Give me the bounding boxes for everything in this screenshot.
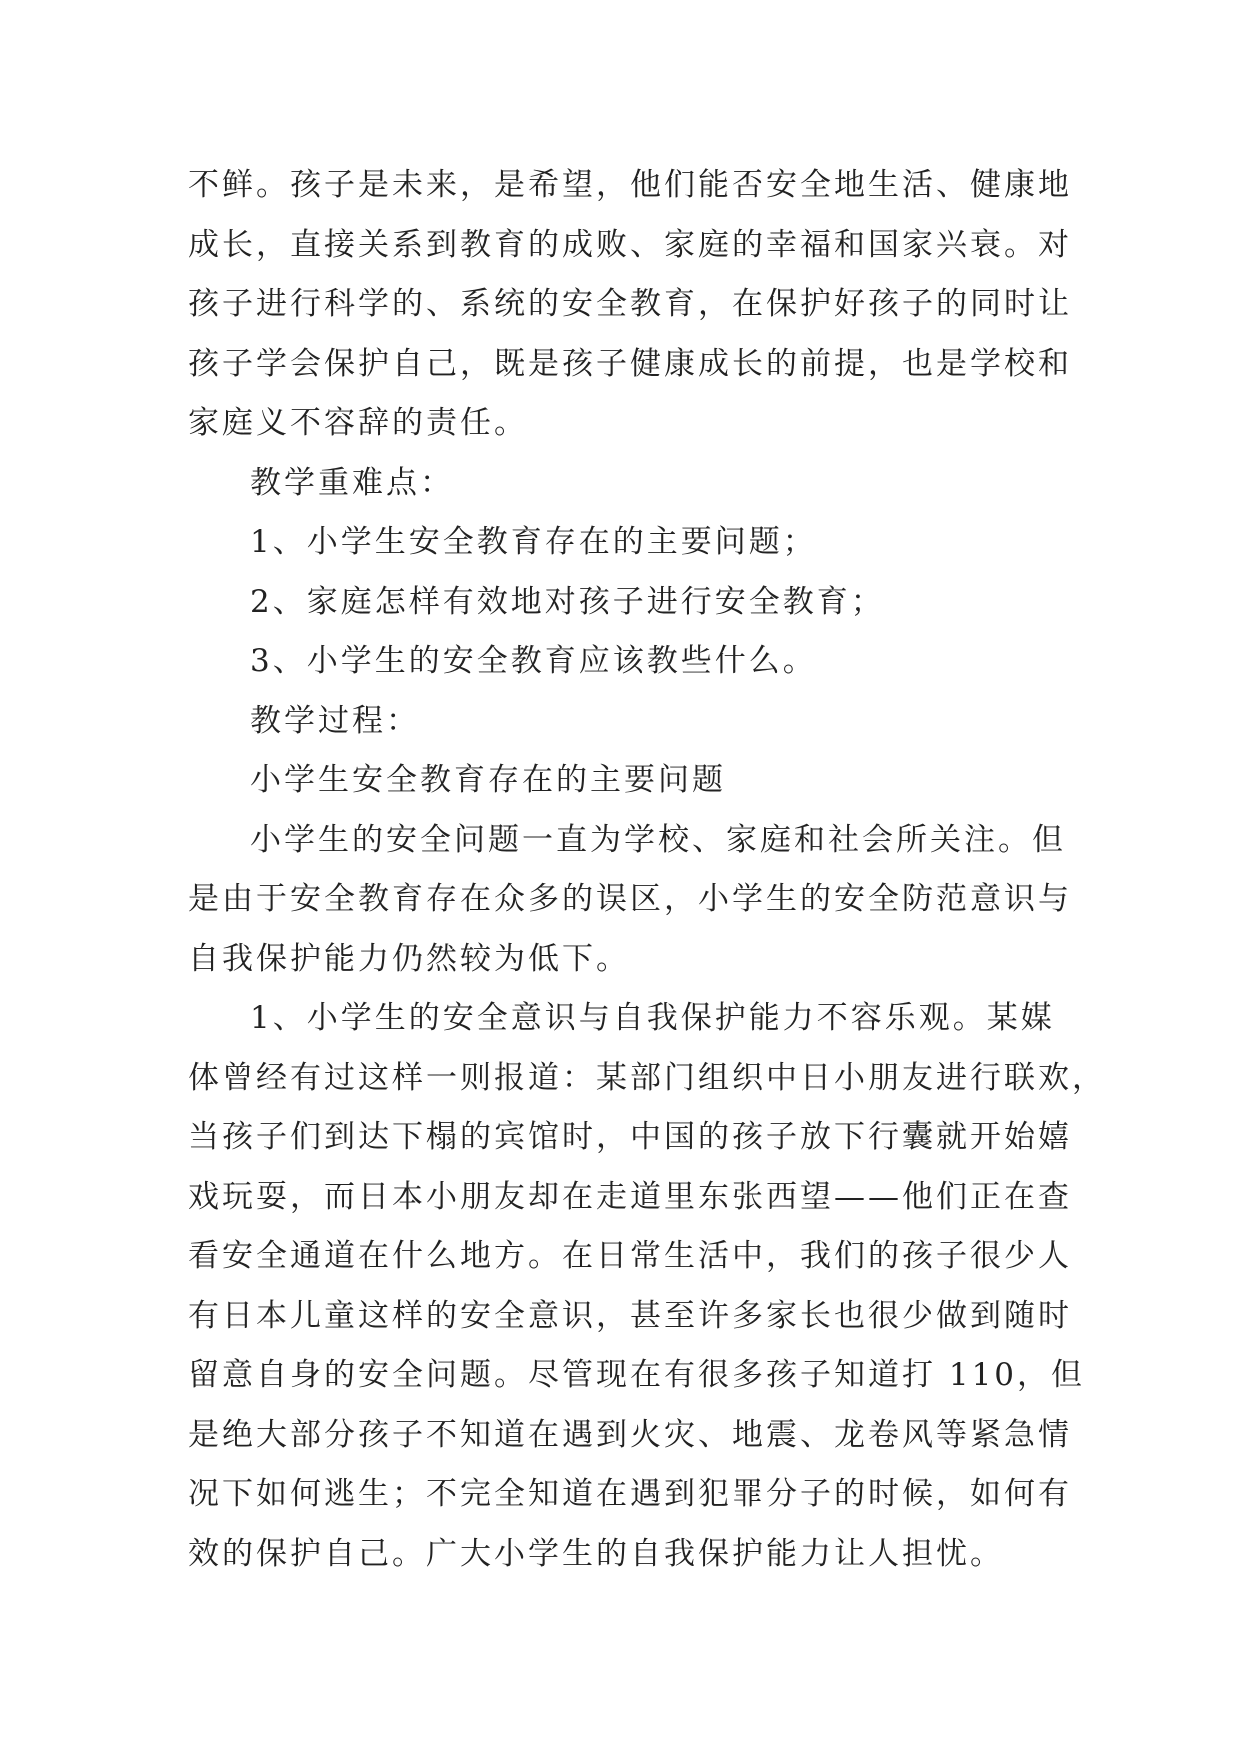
text-line: 留意自身的安全问题。尽管现在有很多孩子知道打 110，但 <box>188 1357 1086 1393</box>
text-line: 1、小学生的安全意识与自我保护能力不容乐观。某媒 <box>250 1000 1055 1036</box>
text-line: 体曾经有过这样一则报道：某部门组织中日小朋友进行联欢， <box>188 1059 1106 1096</box>
section-heading: 教学过程： <box>250 702 420 739</box>
text-line: 有日本儿童这样的安全意识，甚至许多家长也很少做到随时 <box>188 1297 1072 1334</box>
text-line: 成长，直接关系到教育的成败、家庭的幸福和国家兴衰。对 <box>188 226 1072 263</box>
text-line: 不鲜。孩子是未来，是希望，他们能否安全地生活、健康地 <box>188 167 1072 203</box>
text-line: 是绝大部分孩子不知道在遇到火灾、地震、龙卷风等紧急情 <box>188 1416 1072 1453</box>
subsection-heading: 小学生安全教育存在的主要问题 <box>250 762 726 798</box>
text-line: 效的保护自己。广大小学生的自我保护能力让人担忧。 <box>188 1535 1004 1572</box>
section-heading: 教学重难点： <box>250 464 454 501</box>
text-line: 当孩子们到达下榻的宾馆时，中国的孩子放下行囊就开始嬉 <box>188 1119 1072 1155</box>
text-line: 况下如何逃生；不完全知道在遇到犯罪分子的时候，如何有 <box>188 1476 1072 1512</box>
list-item: 2、家庭怎样有效地对孩子进行安全教育； <box>250 583 885 620</box>
list-item: 1、小学生安全教育存在的主要问题； <box>250 524 817 560</box>
text-line: 孩子进行科学的、系统的安全教育，在保护好孩子的同时让 <box>188 286 1072 322</box>
text-line: 戏玩耍，而日本小朋友却在走道里东张西望——他们正在查 <box>188 1178 1072 1215</box>
list-item: 3、小学生的安全教育应该教些什么。 <box>250 643 817 679</box>
text-line: 看安全通道在什么地方。在日常生活中，我们的孩子很少人 <box>188 1238 1072 1274</box>
text-line: 小学生的安全问题一直为学校、家庭和社会所关注。但 <box>250 821 1066 858</box>
text-line: 孩子学会保护自己，既是孩子健康成长的前提，也是学校和 <box>188 345 1072 382</box>
text-line: 家庭义不容辞的责任。 <box>188 405 528 441</box>
text-line: 是由于安全教育存在众多的误区，小学生的安全防范意识与 <box>188 881 1072 917</box>
text-line: 自我保护能力仍然较为低下。 <box>188 940 630 977</box>
body-text <box>188 156 1106 1584</box>
